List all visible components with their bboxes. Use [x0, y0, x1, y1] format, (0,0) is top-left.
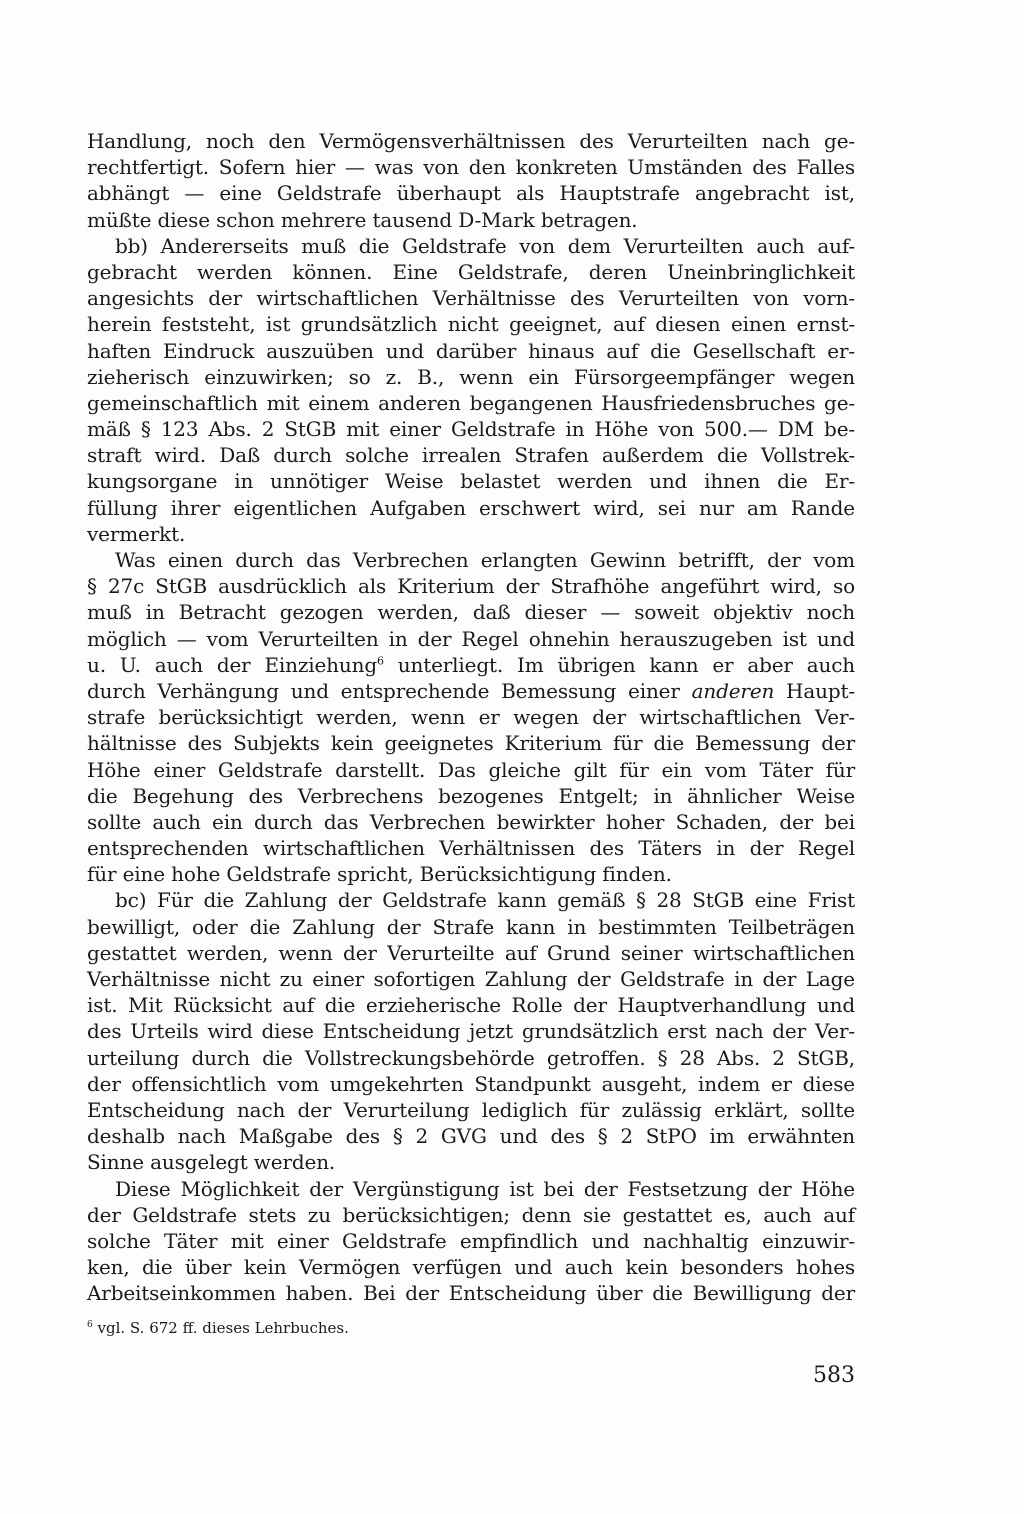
text-line: Arbeitseinkommen haben. Bei der Entscheidung über die Bewilligung der	[87, 1281, 855, 1306]
text-line: abhängt — eine Geldstrafe überhaupt als Hauptstrafe angebracht ist,	[87, 181, 855, 206]
text-line: bb) Andererseits muß die Geldstrafe von dem Verurteilten auch auf-	[115, 233, 855, 258]
text-line	[87, 652, 855, 678]
text-line: des Urteils wird diese Entscheidung jetzt grundsätzlich erst nach der Ver-	[87, 1019, 855, 1044]
text-line: ken, die über kein Vermögen verfügen und auch kein besonders hohes	[87, 1255, 855, 1280]
text-line: der offensichtlich vom umgekehrten Standpunkt ausgeht, indem er diese	[87, 1071, 855, 1096]
text-line: füllung ihrer eigentlichen Aufgaben erschwert wird, sei nur am Rande	[87, 495, 855, 520]
text-line: bewilligt, oder die Zahlung der Strafe kann in bestimmten Teilbeträgen	[87, 914, 855, 939]
text-line: angesichts der wirtschaftlichen Verhältnisse des Verurteilten von vorn-	[87, 286, 855, 311]
text-line	[87, 678, 855, 704]
text-line: straft wird. Daß durch solche irrealen Strafen außerdem die Vollstrek-	[87, 443, 855, 468]
text-line: Handlung, noch den Vermögensverhältnissen des Verurteilten nach ge-	[87, 129, 855, 153]
text-segment: u. U. auch der Einziehung	[87, 652, 378, 677]
text-line: Verhältnisse nicht zu einer sofortigen Zahlung der Geldstrafe in der Lage	[87, 967, 855, 991]
text-line: haften Eindruck auszuüben und darüber hinaus auf die Gesellschaft er-	[87, 338, 855, 363]
text-line: herein feststeht, ist grundsätzlich nicht geeignet, auf diesen einen ernst-	[87, 312, 855, 337]
text-line: zieherisch einzuwirken; so z. B., wenn ein Fürsorgeempfänger wegen	[87, 364, 855, 389]
footnote-reference: 6	[377, 654, 384, 668]
text-line: Entscheidung nach der Verurteilung lediglich für zulässig erklärt, sollte	[87, 1097, 855, 1122]
text-line: gebracht werden können. Eine Geldstrafe, deren Uneinbringlichkeit	[87, 259, 855, 284]
text-line: möglich — vom Verurteilten in der Regel ohnehin herauszugeben ist und	[87, 626, 855, 651]
text-line: rechtfertigt. Sofern hier — was von den konkreten Umständen des Falles	[87, 155, 855, 180]
footnote-text: vgl. S. 672 ff. dieses Lehrbuches.	[92, 1319, 349, 1337]
text-segment: durch Verhängung und entsprechende Bemessung einer	[87, 678, 692, 703]
text-line: mäß § 123 Abs. 2 StGB mit einer Geldstrafe in Höhe von 500.— DM be-	[87, 417, 855, 442]
text-line: für eine hohe Geldstrafe spricht, Berücksichtigung finden.	[87, 862, 672, 887]
footnote	[87, 1318, 855, 1338]
text-line: gestattet werden, wenn der Verurteilte auf Grund seiner wirtschaftlichen	[87, 940, 855, 965]
text-line: ist. Mit Rücksicht auf die erzieherische Rolle der Hauptverhandlung und	[87, 993, 855, 1018]
text-line: strafe berücksichtigt werden, wenn er wegen der wirtschaftlichen Ver-	[87, 705, 855, 730]
text-line: sollte auch ein durch das Verbrechen bewirkter hoher Schaden, der bei	[87, 809, 855, 834]
text-line: vermerkt.	[87, 521, 186, 546]
page-number: 583	[813, 1363, 855, 1388]
text-line: § 27c StGB ausdrücklich als Kriterium der Strafhöhe angeführt wird, so	[87, 574, 855, 599]
text-line: der Geldstrafe stets zu berücksichtigen; denn sie gestattet es, auch auf	[87, 1202, 855, 1227]
text-line: müßte diese schon mehrere tausend D-Mark betragen.	[87, 207, 638, 232]
text-line: entsprechenden wirtschaftlichen Verhältnissen des Täters in der Regel	[87, 836, 855, 861]
text-line: hältnisse des Subjekts kein geeignetes Kriterium für die Bemessung der	[87, 731, 855, 756]
text-line: gemeinschaftlich mit einem anderen begangenen Hausfriedensbruches ge-	[87, 390, 855, 415]
text-line: Sinne ausgelegt werden.	[87, 1150, 336, 1175]
text-line: Höhe einer Geldstrafe darstellt. Das gleiche gilt für ein vom Täter für	[87, 757, 855, 782]
body-text	[87, 128, 855, 1306]
text-line: bc) Für die Zahlung der Geldstrafe kann gemäß § 28 StGB eine Frist	[115, 888, 855, 913]
text-line: Was einen durch das Verbrechen erlangten Gewinn betrifft, der vom	[115, 548, 855, 572]
footnote-marker: 6	[87, 1320, 93, 1330]
text-line: muß in Betracht gezogen werden, daß dieser — soweit objektiv noch	[87, 600, 855, 625]
text-segment: unterliegt. Im übrigen kann er aber auch	[383, 652, 855, 677]
text-segment: Haupt-	[774, 678, 855, 703]
text-line: die Begehung des Verbrechens bezogenes Entgelt; in ähnlicher Weise	[87, 783, 855, 808]
emphasized-word: anderen	[691, 678, 775, 703]
text-line: solche Täter mit einer Geldstrafe empfindlich und nachhaltig einzuwir-	[87, 1228, 855, 1253]
text-line: Diese Möglichkeit der Vergünstigung ist bei der Festsetzung der Höhe	[115, 1176, 855, 1201]
text-line: kungsorgane in unnötiger Weise belastet werden und ihnen die Er-	[87, 469, 855, 494]
text-line: deshalb nach Maßgabe des § 2 GVG und des § 2 StPO im erwähnten	[87, 1124, 855, 1149]
text-line: urteilung durch die Vollstreckungsbehörde getroffen. § 28 Abs. 2 StGB,	[87, 1045, 855, 1070]
